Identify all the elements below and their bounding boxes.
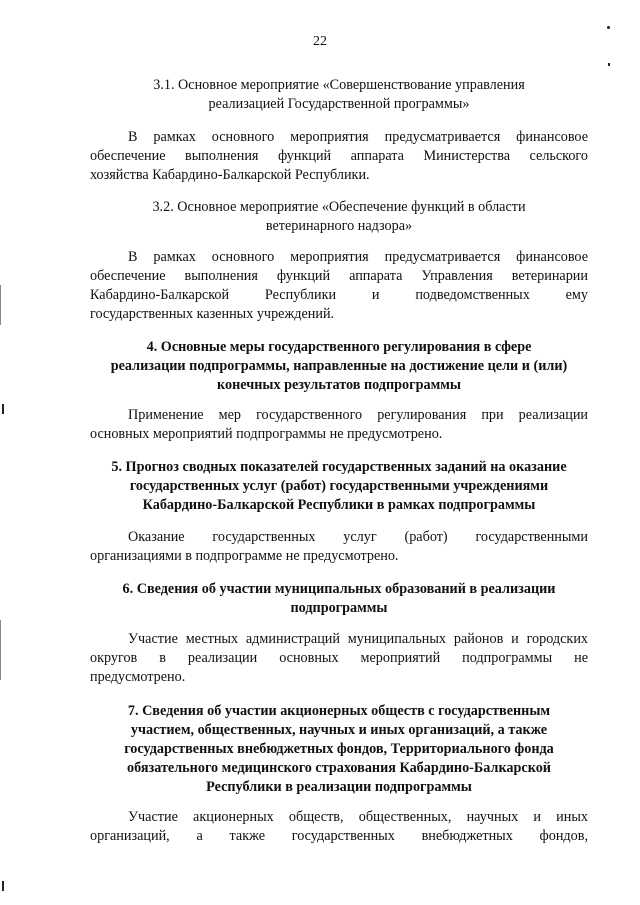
scan-mark [0,285,1,325]
paragraph-line: основных мероприятий подпрограммы не предусмотрено. [90,426,443,442]
subheading-3-2 [90,198,588,236]
paragraph-line: Участие акционерных обществ, общественных, научных и иных [128,809,588,825]
scan-mark [607,26,610,29]
paragraph-line: обеспечение выполнения функций аппарата Министерства сельского [90,148,588,164]
scan-mark [2,881,4,891]
paragraph-line: хозяйства Кабардино-Балкарской Республики. [90,167,370,183]
scan-mark [608,63,610,66]
paragraph-line: Оказание государственных услуг (работ) государственными [128,529,588,545]
paragraph-5 [90,528,588,566]
paragraph-3-2 [90,248,588,324]
paragraph-line: Применение мер государственного регулирования при реализации [128,407,588,423]
paragraph-line: государственных казенных учреждений. [90,306,335,322]
section-6-heading [90,580,588,618]
scan-mark [0,620,1,680]
section-7-line: Республики в реализации подпрограммы [206,779,472,795]
subheading-3-1-line: 3.1. Основное мероприятие «Совершенствование управления [153,77,525,93]
section-5-heading [90,458,588,515]
section-7-line: 7. Сведения об участии акционерных обществ с государственным [127,703,551,719]
paragraph-3-1 [90,128,588,185]
section-7-heading [90,702,588,797]
section-7-line: участием, общественных, научных и иных организаций, а также [130,722,548,738]
section-4-heading [90,338,588,395]
paragraph-line: предусмотрено. [90,669,186,685]
paragraph-line: Участие местных администраций муниципальных районов и городских [128,631,588,647]
section-5-line: государственных услуг (работ) государственными учреждениями [129,478,549,494]
section-4-line: реализации подпрограммы, направленные на достижение цели и (или) [110,358,568,374]
section-4-line: конечных результатов подпрограммы [217,377,461,393]
paragraph-line: организациями в подпрограмме не предусмотрено. [90,548,399,564]
section-6-line: 6. Сведения об участии муниципальных образований в реализации [122,581,556,597]
section-7-line: обязательного медицинского страхования Кабардино-Балкарской [127,760,551,776]
paragraph-4 [90,406,588,444]
subheading-3-2-line: 3.2. Основное мероприятие «Обеспечение функций в области [152,199,526,215]
paragraph-line: обеспечение выполнения функций аппарата Управления ветеринарии [90,268,588,284]
paragraph-line: округов в реализации основных мероприятий подпрограммы не [90,650,588,666]
section-5-line: Кабардино-Балкарской Республики в рамках подпрограммы [142,497,536,513]
paragraph-7 [90,808,588,846]
paragraph-line: В рамках основного мероприятия предусматривается финансовое [128,249,588,265]
page-number: 22 [313,34,327,49]
scan-mark [2,404,4,414]
paragraph-line: Кабардино-Балкарской Республики и подведомственных ему [90,287,588,303]
paragraph-6 [90,630,588,687]
paragraph-line: В рамках основного мероприятия предусматривается финансовое [128,129,588,145]
section-7-line: государственных внебюджетных фондов, Территориального фонда [124,741,554,757]
section-5-line: 5. Прогноз сводных показателей государственных заданий на оказание [111,459,567,475]
section-6-line: подпрограммы [290,600,388,616]
subheading-3-1-line: реализацией Государственной программы» [208,96,470,112]
section-4-line: 4. Основные меры государственного регулирования в сфере [146,339,532,355]
paragraph-line: организаций, а также государственных внебюджетных фондов, [90,828,588,844]
subheading-3-1 [90,76,588,114]
subheading-3-2-line: ветеринарного надзора» [265,218,413,234]
